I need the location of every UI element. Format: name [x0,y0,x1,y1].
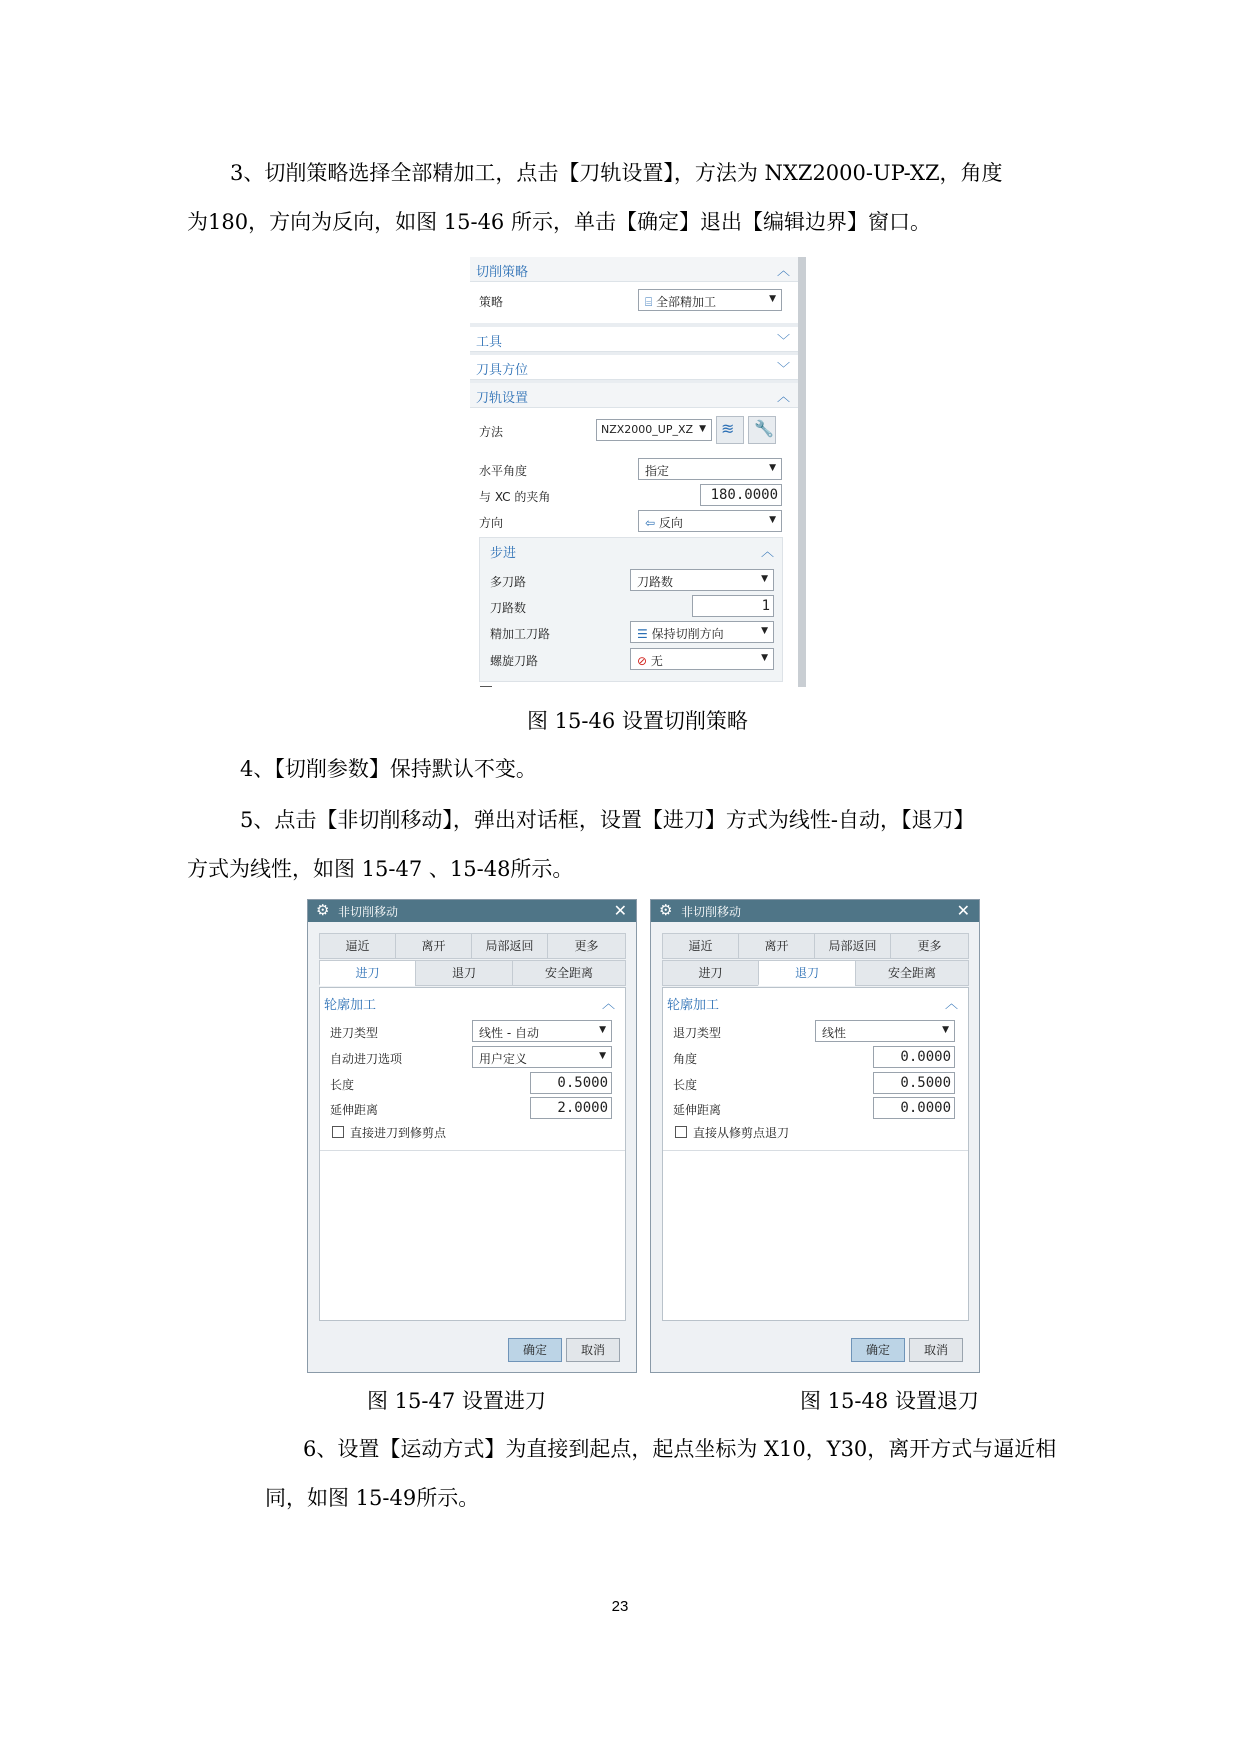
chevron-down-icon: ▼ [769,515,776,525]
tab-departure[interactable]: 离开 [395,933,472,959]
chevron-up-icon[interactable]: ︿ [776,390,790,405]
horiz-angle-value: 指定 [645,464,670,478]
chevron-down-icon: ▼ [769,463,776,473]
finish-path-value: 保持切削方向 [651,627,724,641]
strategy-dropdown[interactable] [638,289,782,311]
retract-content [662,987,969,1321]
figure-15-47-caption: 图 15-47 设置进刀 [367,1389,546,1413]
engage-type-dropdown[interactable] [472,1020,612,1042]
extend-input[interactable]: 0.0000 [873,1097,955,1119]
figure-15-48-caption: 图 15-48 设置退刀 [800,1389,979,1413]
chevron-up-icon[interactable]: ︿ [776,264,790,279]
retract-type-label: 退刀类型 [673,1026,722,1040]
finish-path-value-wrap [637,625,724,642]
strategy-label: 策略 [479,295,504,309]
retract-type-dropdown[interactable] [815,1020,955,1042]
direction-value-wrap [645,514,683,531]
tab-departure[interactable]: 离开 [738,933,815,959]
chevron-down-icon: ▼ [761,574,768,584]
tool-title: 工具 [476,335,503,350]
spiral-label: 螺旋刀路 [490,654,539,668]
cancel-button[interactable]: 取消 [909,1338,963,1362]
tab-more[interactable]: 更多 [890,933,969,959]
method-dropdown[interactable] [596,419,712,441]
multi-path-label: 多刀路 [490,575,527,589]
close-icon[interactable]: ✕ [956,901,970,920]
chevron-up-icon[interactable]: ︿ [760,545,774,560]
direct-engage-checkbox[interactable] [332,1126,344,1138]
auto-engage-label: 自动进刀选项 [330,1052,403,1066]
chevron-down-icon: ▼ [769,294,776,304]
tab-local-return[interactable]: 局部返回 [814,933,891,959]
tool-axis-header[interactable] [470,355,798,380]
tab-approach[interactable]: 逼近 [319,933,396,959]
strategy-value-wrap [645,293,716,310]
figure-15-46-caption: 图 15-46 设置切削策略 [527,709,748,733]
chevron-up-icon[interactable]: ︿ [601,997,615,1012]
chevron-down-icon: ▼ [599,1051,606,1061]
gear-icon[interactable]: ⚙ [659,901,673,919]
chevron-down-icon[interactable]: ﹀ [776,362,790,377]
method-label: 方法 [479,425,504,439]
direct-retract-label: 直接从修剪点退刀 [693,1126,790,1140]
finish-path-label: 精加工刀路 [490,627,551,641]
close-icon[interactable]: ✕ [613,901,627,920]
finish-all-icon: ⌸ [645,295,653,309]
extend-label: 延伸距离 [330,1103,379,1117]
chevron-down-icon: ▼ [699,424,706,434]
water-level-icon: ≋ [721,419,735,438]
display-method-button[interactable] [716,416,744,444]
paragraph-3-line-1: 3、切削策略选择全部精加工，点击【刀轨设置】，方法为 NXZ2000-UP-XZ，角度 [230,161,1003,185]
path-count-input[interactable]: 1 [692,595,774,617]
tool-axis-title: 刀具方位 [476,363,529,378]
cut-strategy-header[interactable] [470,257,798,282]
auto-engage-value: 用户定义 [479,1052,528,1066]
paragraph-6-line-2: 同，如图 15-49所示。 [265,1486,480,1510]
arrow-left-icon: ⇦ [645,516,656,530]
content-divider [320,1150,625,1151]
retract-dialog-titlebar[interactable] [651,900,979,922]
path-settings-header[interactable] [470,383,798,408]
method-value: NZX2000_UP_XZ [601,423,694,436]
cancel-button[interactable]: 取消 [566,1338,620,1362]
direction-dropdown[interactable] [638,510,782,532]
stepover-title: 步进 [490,546,517,561]
angle-label: 角度 [673,1052,698,1066]
horiz-angle-dropdown[interactable] [638,458,782,480]
page-number: 23 [611,1598,629,1615]
extend-label: 延伸距离 [673,1103,722,1117]
retract-type-value: 线性 [822,1026,847,1040]
length-input[interactable]: 0.5000 [530,1072,612,1094]
direct-engage-label: 直接进刀到修剪点 [350,1126,447,1140]
no-entry-icon: ⊘ [637,654,648,668]
extend-input[interactable]: 2.0000 [530,1097,612,1119]
chevron-down-icon[interactable]: ﹀ [776,334,790,349]
finish-path-dropdown[interactable] [630,621,774,643]
engage-dialog-title: 非切削移动 [338,905,399,919]
paragraph-6-line-1: 6、设置【运动方式】为直接到起点，起点坐标为 X10，Y30，离开方式与逼近相 [303,1437,1057,1461]
tab-approach[interactable]: 逼近 [662,933,739,959]
length-label: 长度 [673,1078,698,1092]
paragraph-4: 4、【切削参数】保持默认不变。 [240,757,537,781]
engage-content [319,987,626,1321]
length-label: 长度 [330,1078,355,1092]
retract-dialog-title: 非切削移动 [681,905,742,919]
tab-engage[interactable]: 进刀 [319,960,416,986]
xc-angle-input[interactable]: 180.0000 [700,484,782,506]
path-settings-section [470,383,798,687]
tab-clearance[interactable]: 安全距离 [512,960,626,986]
panel-scrollbar[interactable] [798,257,806,687]
strategy-value: 全部精加工 [656,295,717,309]
xc-angle-label: 与 XC 的夹角 [479,490,551,504]
gear-icon[interactable]: ⚙ [316,901,330,919]
ok-button[interactable]: 确定 [851,1338,905,1362]
paragraph-3-line-2: 为180，方向为反向，如图 15-46 所示，单击【确定】退出【编辑边界】窗口。 [187,210,931,234]
cut-strategy-panel [470,257,806,687]
content-divider [663,1150,968,1151]
chevron-down-icon: ▼ [599,1025,606,1035]
spiral-value: 无 [650,654,663,668]
spiral-value-wrap [637,652,663,669]
tab-retract[interactable]: 退刀 [758,960,856,986]
tab-retract[interactable]: 退刀 [415,960,513,986]
profile-section-title: 轮廓加工 [324,998,377,1013]
tab-more[interactable]: 更多 [547,933,626,959]
engage-type-label: 进刀类型 [330,1026,379,1040]
path-count-label: 刀路数 [490,601,527,615]
engage-dialog [307,899,637,1373]
chevron-down-icon: ▼ [942,1025,949,1035]
cut-strategy-section [470,257,798,323]
parallel-lines-icon: ☰ [637,627,648,641]
engage-dialog-titlebar[interactable] [308,900,636,922]
retract-dialog [650,899,980,1373]
angle-input[interactable]: 0.0000 [873,1046,955,1068]
wrench-icon: 🔧 [754,419,774,438]
tool-header[interactable] [470,327,798,352]
cut-off-checkbox[interactable] [480,686,492,687]
tab-local-return[interactable]: 局部返回 [471,933,548,959]
direction-value: 反向 [658,516,683,530]
auto-engage-dropdown[interactable] [472,1046,612,1068]
stepover-group [479,537,783,682]
edit-method-button[interactable] [748,416,776,444]
spiral-dropdown[interactable] [630,648,774,670]
profile-section-title: 轮廓加工 [667,998,720,1013]
chevron-up-icon[interactable]: ︿ [944,997,958,1012]
engage-type-value: 线性 - 自动 [479,1026,539,1040]
direct-retract-checkbox[interactable] [675,1126,687,1138]
tab-engage[interactable]: 进刀 [662,960,759,986]
horiz-angle-label: 水平角度 [479,464,528,478]
multi-path-dropdown[interactable] [630,569,774,591]
tab-clearance[interactable]: 安全距离 [855,960,969,986]
direction-label: 方向 [479,516,504,530]
ok-button[interactable]: 确定 [508,1338,562,1362]
paragraph-5-line-1: 5、点击【非切削移动】，弹出对话框，设置【进刀】方式为线性-自动，【退刀】 [240,808,975,832]
length-input[interactable]: 0.5000 [873,1072,955,1094]
chevron-down-icon: ▼ [761,626,768,636]
chevron-down-icon: ▼ [761,653,768,663]
multi-path-value: 刀路数 [637,575,674,589]
paragraph-5-line-2: 方式为线性，如图 15-47 、15-48所示。 [187,857,574,881]
cut-strategy-title: 切削策略 [476,265,529,280]
path-settings-title: 刀轨设置 [476,391,529,406]
